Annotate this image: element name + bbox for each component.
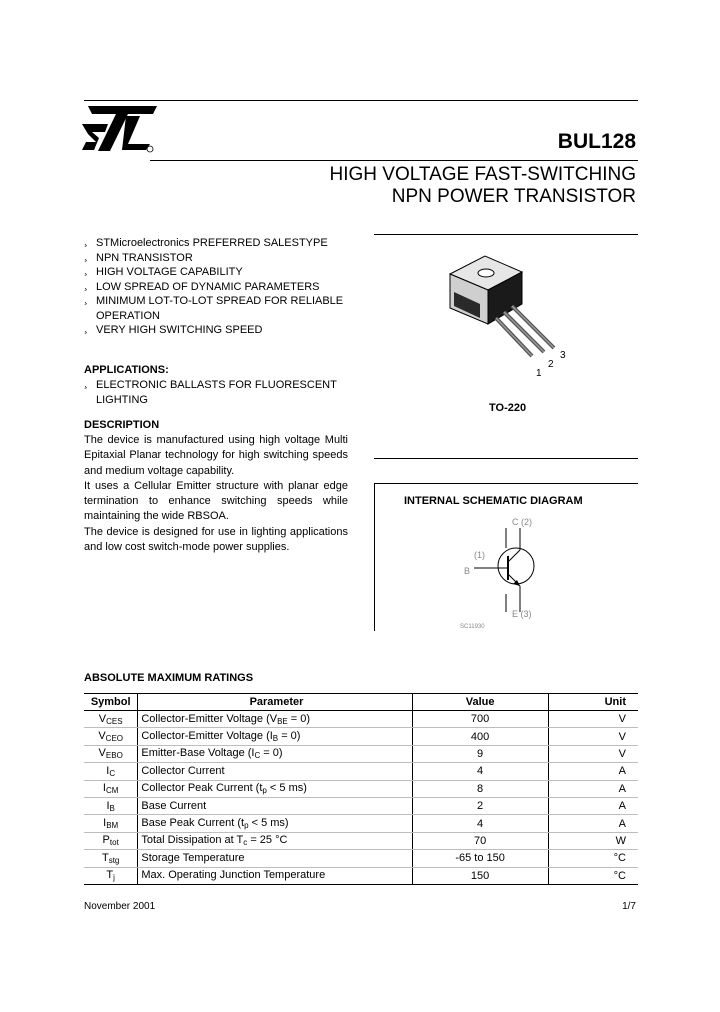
value-cell: 9	[412, 745, 548, 762]
table-row	[84, 763, 638, 780]
emitter-label: E (3)	[512, 609, 532, 619]
feature-item: ¸ HIGH VOLTAGE CAPABILITY	[84, 265, 364, 280]
value-cell: 150	[412, 867, 548, 884]
parameter-cell	[138, 728, 412, 745]
feature-item: ¸ STMicroelectronics PREFERRED SALESTYPE	[84, 236, 364, 251]
description-paragraph: The device is manufactured using high voltage Multi Epitaxial Planar technology for high switching speeds and medium voltage capability.	[84, 434, 348, 477]
schematic-title: INTERNAL SCHEMATIC DIAGRAM	[404, 495, 583, 507]
value-cell: 8	[412, 780, 548, 797]
symbol-cell	[84, 815, 138, 832]
title-rule	[150, 160, 638, 161]
symbol-subscript: C	[109, 768, 116, 778]
symbol: V	[98, 730, 106, 743]
parameter-cell	[138, 780, 412, 797]
symbol: P	[102, 834, 110, 847]
parameter: Collector Peak Current (t	[141, 782, 263, 795]
symbol-subscript: tot	[109, 838, 119, 848]
symbol-subscript: CM	[105, 786, 119, 796]
feature-item: ¸ VERY HIGH SWITCHING SPEED	[84, 323, 364, 338]
unit-cell: A	[548, 797, 638, 814]
parameter: Collector-Emitter Voltage (I	[141, 730, 273, 743]
symbol-cell	[84, 832, 138, 849]
value-cell: 4	[412, 763, 548, 780]
symbol-cell	[84, 850, 138, 867]
table-row	[84, 780, 638, 797]
title-line-2: NPN POWER TRANSISTOR	[391, 186, 636, 207]
symbol: T	[101, 851, 109, 864]
table-row	[84, 832, 638, 849]
unit-cell: °C	[548, 867, 638, 884]
parameter: Emitter-Base Voltage (I	[141, 747, 255, 760]
description-paragraph: The device is designed for use in lighting applications and low cost switch-mode power supplies.	[84, 525, 348, 554]
symbol: I	[103, 817, 107, 830]
table-row	[84, 815, 638, 832]
parameter: Collector Current	[141, 764, 225, 777]
parameter: Total Dissipation at T	[141, 834, 244, 847]
symbol: I	[106, 764, 110, 777]
parameter-cell	[138, 815, 412, 832]
parameter-cell	[138, 797, 412, 814]
symbol-cell	[84, 763, 138, 780]
applications-list	[84, 378, 364, 407]
feature-list	[84, 236, 364, 338]
to220-package-icon	[440, 252, 580, 382]
parameter-subscript: BE	[277, 716, 288, 726]
symbol: I	[102, 782, 106, 795]
table-row	[84, 711, 638, 728]
unit-cell: A	[548, 763, 638, 780]
base-label: B	[464, 566, 471, 576]
symbol-subscript: EBO	[105, 751, 123, 761]
column-header: Parameter	[138, 694, 412, 711]
unit-cell: V	[548, 745, 638, 762]
pin-label: 3	[560, 350, 566, 361]
feature-item: ¸ NPN TRANSISTOR	[84, 251, 364, 266]
parameter-tail: = 0)	[260, 747, 283, 760]
symbol: T	[106, 869, 114, 882]
symbol-subscript: CES	[106, 716, 123, 726]
table-row	[84, 728, 638, 745]
description-text	[84, 433, 348, 555]
symbol-subscript: CEO	[105, 734, 124, 744]
parameter-cell	[138, 832, 412, 849]
parameter-tail: = 0)	[278, 730, 301, 743]
parameter-tail: = 0)	[287, 712, 311, 725]
parameter-subscript: C	[254, 751, 261, 761]
schematic-box-left	[374, 483, 375, 631]
parameter-cell	[138, 763, 412, 780]
table-row	[84, 745, 638, 762]
symbol-cell	[84, 745, 138, 762]
parameter-tail: = 25 °C	[247, 834, 288, 847]
st-logo-icon	[82, 104, 158, 156]
value-cell: 4	[412, 815, 548, 832]
pin-label: 1	[536, 368, 542, 379]
symbol: I	[106, 799, 110, 812]
symbol-cell	[84, 797, 138, 814]
package-label: TO-220	[489, 402, 527, 414]
parameter: Base Peak Current (t	[141, 817, 245, 830]
parameter-tail: < 5 ms)	[248, 817, 289, 830]
footer-date: November 2001	[84, 901, 156, 912]
value-cell: 70	[412, 832, 548, 849]
parameter-subscript: c	[243, 838, 248, 848]
application-item: ¸ ELECTRONIC BALLASTS FOR FLUORESCENT LIGHTING	[84, 378, 364, 407]
applications-heading: APPLICATIONS:	[84, 364, 169, 376]
unit-cell: A	[548, 780, 638, 797]
parameter-cell	[138, 850, 412, 867]
parameter-subscript: B	[272, 734, 279, 744]
page-number: 1/7	[622, 901, 636, 912]
parameter-subscript: p	[262, 786, 267, 796]
unit-cell: A	[548, 815, 638, 832]
symbol: V	[98, 712, 107, 725]
column-header: Value	[412, 694, 548, 711]
title-line-1: HIGH VOLTAGE FAST-SWITCHING	[329, 164, 636, 185]
schematic-box-top	[374, 483, 638, 484]
symbol-subscript: B	[109, 803, 115, 813]
ratings-table-body	[84, 711, 638, 885]
ratings-table	[84, 693, 638, 885]
symbol-cell	[84, 780, 138, 797]
symbol-cell	[84, 867, 138, 884]
parameter: Storage Temperature	[141, 851, 245, 864]
symbol-subscript: stg	[108, 855, 120, 865]
parameter: Max. Operating Junction Temperature	[141, 869, 326, 882]
unit-cell: V	[548, 711, 638, 728]
ratings-heading: ABSOLUTE MAXIMUM RATINGS	[84, 672, 254, 684]
symbol-cell	[84, 711, 138, 728]
column-header: Unit	[548, 694, 638, 711]
parameter-cell	[138, 711, 412, 728]
symbol-subscript: BM	[106, 821, 119, 831]
symbol: V	[98, 747, 106, 760]
value-cell: 400	[412, 728, 548, 745]
schematic-top-rule	[374, 458, 638, 459]
package-top-rule	[374, 234, 638, 235]
symbol-subscript: j	[113, 873, 115, 883]
value-cell: 700	[412, 711, 548, 728]
table-row	[84, 797, 638, 814]
table-row	[84, 867, 638, 884]
feature-item: ¸ MINIMUM LOT-TO-LOT SPREAD FOR RELIABLE OPERATION	[84, 294, 364, 323]
collector-label: C (2)	[512, 517, 532, 527]
description-paragraph: It uses a Cellular Emitter structure with planar edge termination to enhance switching speeds while maintaining the wide RBSOA.	[84, 479, 348, 523]
parameter-cell	[138, 867, 412, 884]
column-header: Symbol	[84, 694, 138, 711]
unit-cell: W	[548, 832, 638, 849]
table-header-row	[84, 694, 638, 711]
feature-item: ¸ LOW SPREAD OF DYNAMIC PARAMETERS	[84, 280, 364, 295]
parameter: Collector-Emitter Voltage (V	[141, 712, 278, 725]
parameter-subscript: p	[244, 821, 249, 831]
pin-label: 2	[548, 359, 554, 370]
unit-cell: °C	[548, 850, 638, 867]
base-pin-label: (1)	[474, 550, 485, 560]
value-cell: -65 to 150	[412, 850, 548, 867]
schematic-code: SC11930	[460, 624, 485, 630]
parameter-cell	[138, 745, 412, 762]
description-heading: DESCRIPTION	[84, 419, 160, 431]
header-rule	[84, 100, 638, 101]
symbol-cell	[84, 728, 138, 745]
unit-cell: V	[548, 728, 638, 745]
parameter-tail: < 5 ms)	[266, 782, 307, 795]
table-row	[84, 850, 638, 867]
npn-transistor-schematic-icon	[440, 508, 600, 632]
parameter: Base Current	[141, 799, 207, 812]
value-cell: 2	[412, 797, 548, 814]
part-number: BUL128	[557, 130, 636, 153]
